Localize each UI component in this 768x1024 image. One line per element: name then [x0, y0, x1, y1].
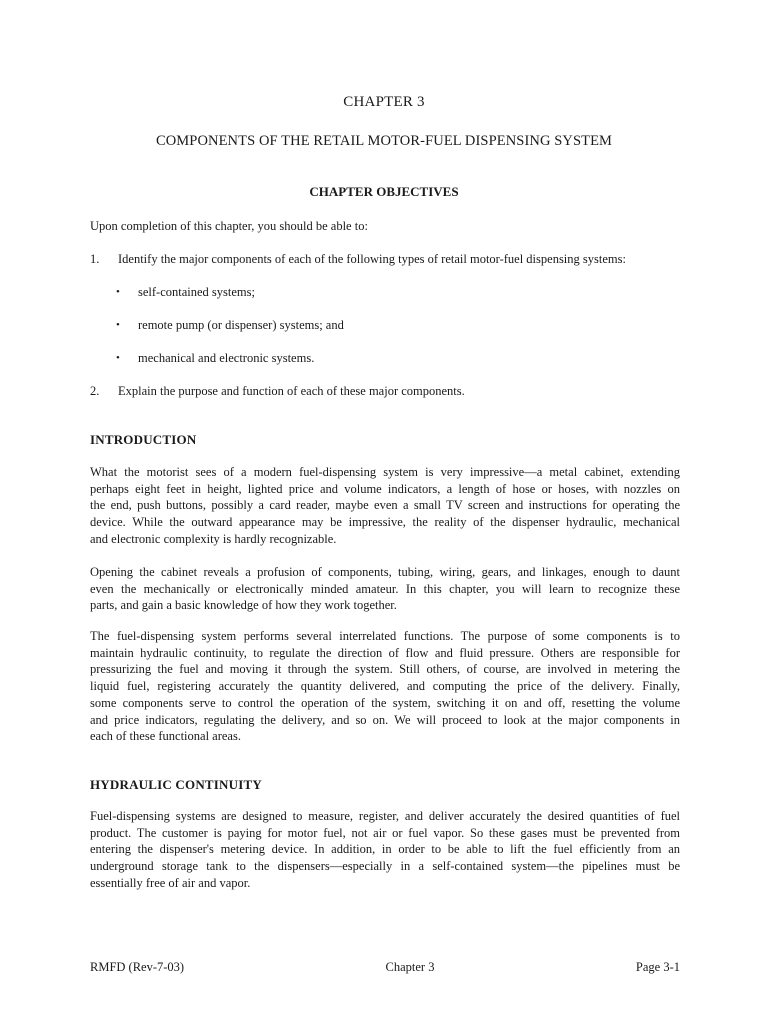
bullet-item — [116, 317, 344, 334]
bullet-icon: • — [116, 286, 120, 298]
footer-chapter: Chapter 3 — [385, 960, 435, 974]
text-line: and electronic complexity is hardly recognizable. — [90, 531, 337, 546]
bullet-icon: • — [116, 319, 120, 331]
introduction-paragraph-2 — [90, 564, 680, 614]
bullet-item — [116, 284, 255, 301]
text-line: device. While the outward appearance may be impressive, the reality of the dispenser hydraulic, mechanical — [90, 515, 680, 530]
text-line: parts, and gain a basic knowledge of how they work together. — [90, 598, 397, 613]
introduction-paragraph-1 — [90, 464, 680, 548]
objective-item-2 — [90, 383, 690, 400]
text-line: maintain hydraulic continuity, to regulate the direction of flow and fluid pressure. Others are responsible for — [90, 645, 680, 660]
bullet-text: remote pump (or dispenser) systems; and — [138, 318, 344, 332]
text-line: pressurizing the fuel and moving it through the system. Still others, of course, are involved in metering the — [90, 662, 680, 677]
introduction-heading: INTRODUCTION — [90, 432, 197, 447]
text-line: essentially free of air and vapor. — [90, 875, 251, 890]
hydraulic-continuity-heading: HYDRAULIC CONTINUITY — [90, 777, 262, 792]
bullet-text: mechanical and electronic systems. — [138, 351, 315, 365]
objective-number: 1. — [90, 252, 100, 266]
introduction-paragraph-3 — [90, 628, 680, 745]
text-line: perhaps eight feet in height, lighted price and volume indicators, a length of hose or hoses, with nozzles on — [90, 481, 680, 496]
text-line: product. The customer is paying for motor fuel, not air or fuel vapor. So these gases must be prevented from — [90, 825, 680, 840]
bullet-icon: • — [116, 352, 120, 364]
bullet-item — [116, 350, 314, 367]
objective-text: Identify the major components of each of the following types of retail motor-fuel dispensing systems: — [118, 252, 626, 266]
text-line: Fuel-dispensing systems are designed to measure, register, and deliver accurately the desired quantities of fuel — [90, 809, 680, 823]
objective-text: Explain the purpose and function of each of these major components. — [118, 384, 465, 398]
footer-revision: RMFD (Rev-7-03) — [90, 960, 185, 974]
text-line: entering the dispenser's metering device. In addition, in order to be able to lift the fuel efficiently from an — [90, 842, 680, 857]
footer-page-number: Page 3-1 — [635, 960, 680, 974]
objective-item-1 — [90, 251, 690, 268]
hydraulic-paragraph-1 — [90, 808, 680, 892]
chapter-title: COMPONENTS OF THE RETAIL MOTOR-FUEL DISPENSING SYSTEM — [155, 133, 613, 149]
text-line: even the mechanically or electronically minded amateur. In this chapter, you will learn to recognize these — [90, 581, 680, 596]
chapter-label: CHAPTER 3 — [343, 94, 425, 110]
objectives-heading: CHAPTER OBJECTIVES — [309, 184, 459, 199]
text-line: Opening the cabinet reveals a profusion of components, tubing, wiring, gears, and linkages, enough to daunt — [90, 565, 680, 579]
bullet-text: self-contained systems; — [138, 285, 255, 299]
text-line: the end, push buttons, possibly a card reader, maybe even a small TV screen and instructions for operating the — [90, 498, 680, 513]
page-footer — [90, 960, 680, 975]
text-line: The fuel-dispensing system performs several interrelated functions. The purpose of some components is to — [90, 629, 680, 643]
text-line: What the motorist sees of a modern fuel-dispensing system is very impressive—a metal cabinet, extending — [90, 465, 680, 479]
text-line: each of these functional areas. — [90, 729, 241, 744]
text-line: liquid fuel, registering accurately the quantity delivered, and computing the price of the delivery. Finally, — [90, 679, 680, 694]
objectives-intro: Upon completion of this chapter, you should be able to: — [90, 219, 368, 233]
text-line: underground storage tank to the dispensers—especially in a self-contained system—the pipelines must be — [90, 859, 680, 874]
text-line: some components serve to control the operation of the system, switching it on and off, resetting the volume — [90, 695, 680, 710]
objective-number: 2. — [90, 384, 100, 398]
text-line: and price indicators, regulating the delivery, and so on. We will proceed to look at the major components in — [90, 712, 680, 727]
